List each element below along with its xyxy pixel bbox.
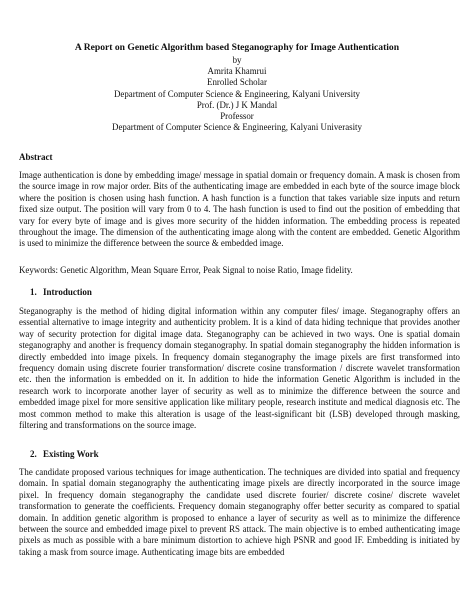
- section-heading-existing-work: [30, 448, 99, 460]
- introduction-text: Steganography is the method of hiding digital information within any computer files/ image. Steganography offers an essential alternative to image integrity and authenticity problem. It is a kind of data hiding technique that provides another way of security protection for digital image data. Steganography can be achieved in two ways. One is spatial domain steganography and another is frequency domain steganography. In spatial domain steganography the hidden information is directly embedded into image pixels. In frequency domain steganography the image pixels are first transformed into frequency domain using discrete fourier transformation/ discrete cosine transformation / discrete wavelet transformation etc. then the information is embedded on it. In addition to hide the information Genetic Algorithm is included in the research work to incorporate another layer of security as well as to minimize the difference between the source and embedded image pixel for more sensitive application like military people, research institute and medical diagnosis etc. The most common method to make this alteration is usage of the least-significant bit (LSB) developed through masking, filtering and transformations on the source image.: [19, 306, 460, 431]
- supervisor-role: Professor: [220, 111, 254, 122]
- section-number: 2.: [30, 449, 37, 459]
- existing-work-text: The candidate proposed various techniques for image authentication. The techniques are divided into spatial and frequency domain. In spatial domain steganography the authenticating image pixels are directly incorporated in the source image pixel. In frequency domain steganography the candidate used discrete fourier/ discrete cosine/ discrete wavelet transformation to generate the coefficients. Frequency domain steganography offer better security as compared to spatial domain. In addition genetic algorithm is proposed to enhance a layer of security as well as to minimize the difference between the source and embedded image pixel to prevent RS attack. The main objective is to embed authenticating image pixels as much as possible with a bare minimum distortion to achieve high PSNR and good IF. Embedding is initiated by taking a mask from source image. Authenticating image bits are embedded: [19, 467, 460, 557]
- author-name: Amrita Khamrui: [207, 66, 267, 77]
- section-number: 1.: [30, 287, 37, 297]
- section-title: Existing Work: [43, 449, 99, 459]
- section-title: Introduction: [43, 287, 92, 297]
- abstract-text: Image authentication is done by embedding image/ message in spatial domain or frequency domain. A mask is chosen from the source image in row major order. Bits of the authenticating image are embedded in each byte of the source image block where the position is chosen using hash function. A hash function is a function that takes variable size inputs and return fixed size output. The position will vary from 0 to 4. The hash function is used to find out the position of embedding that vary for every byte of image and is gives more security of the hidden information. The embedding process is repeated throughout the image. The dimension of the authenticating image along with the content are embedded. Genetic Algorithm is used to minimize the difference between the source & embedded image.: [19, 170, 460, 249]
- abstract-heading: Abstract: [19, 152, 53, 162]
- keywords: Keywords: Genetic Algorithm, Mean Square Error, Peak Signal to noise Ratio, Image fidelity.: [19, 265, 353, 275]
- author-block: [10, 55, 464, 133]
- supervisor-affiliation: Department of Computer Science & Engineering, Kalyani Univerasity: [112, 122, 362, 133]
- paper-title: A Report on Genetic Algorithm based Steganography for Image Authentication: [74, 42, 400, 53]
- author-role: Enrolled Scholar: [207, 77, 267, 88]
- section-heading-introduction: [30, 286, 92, 298]
- byline: by: [232, 55, 242, 65]
- supervisor-name: Prof. (Dr.) J K Mandal: [196, 99, 278, 110]
- author-affiliation: Department of Computer Science & Engineering, Kalyani University: [114, 88, 360, 99]
